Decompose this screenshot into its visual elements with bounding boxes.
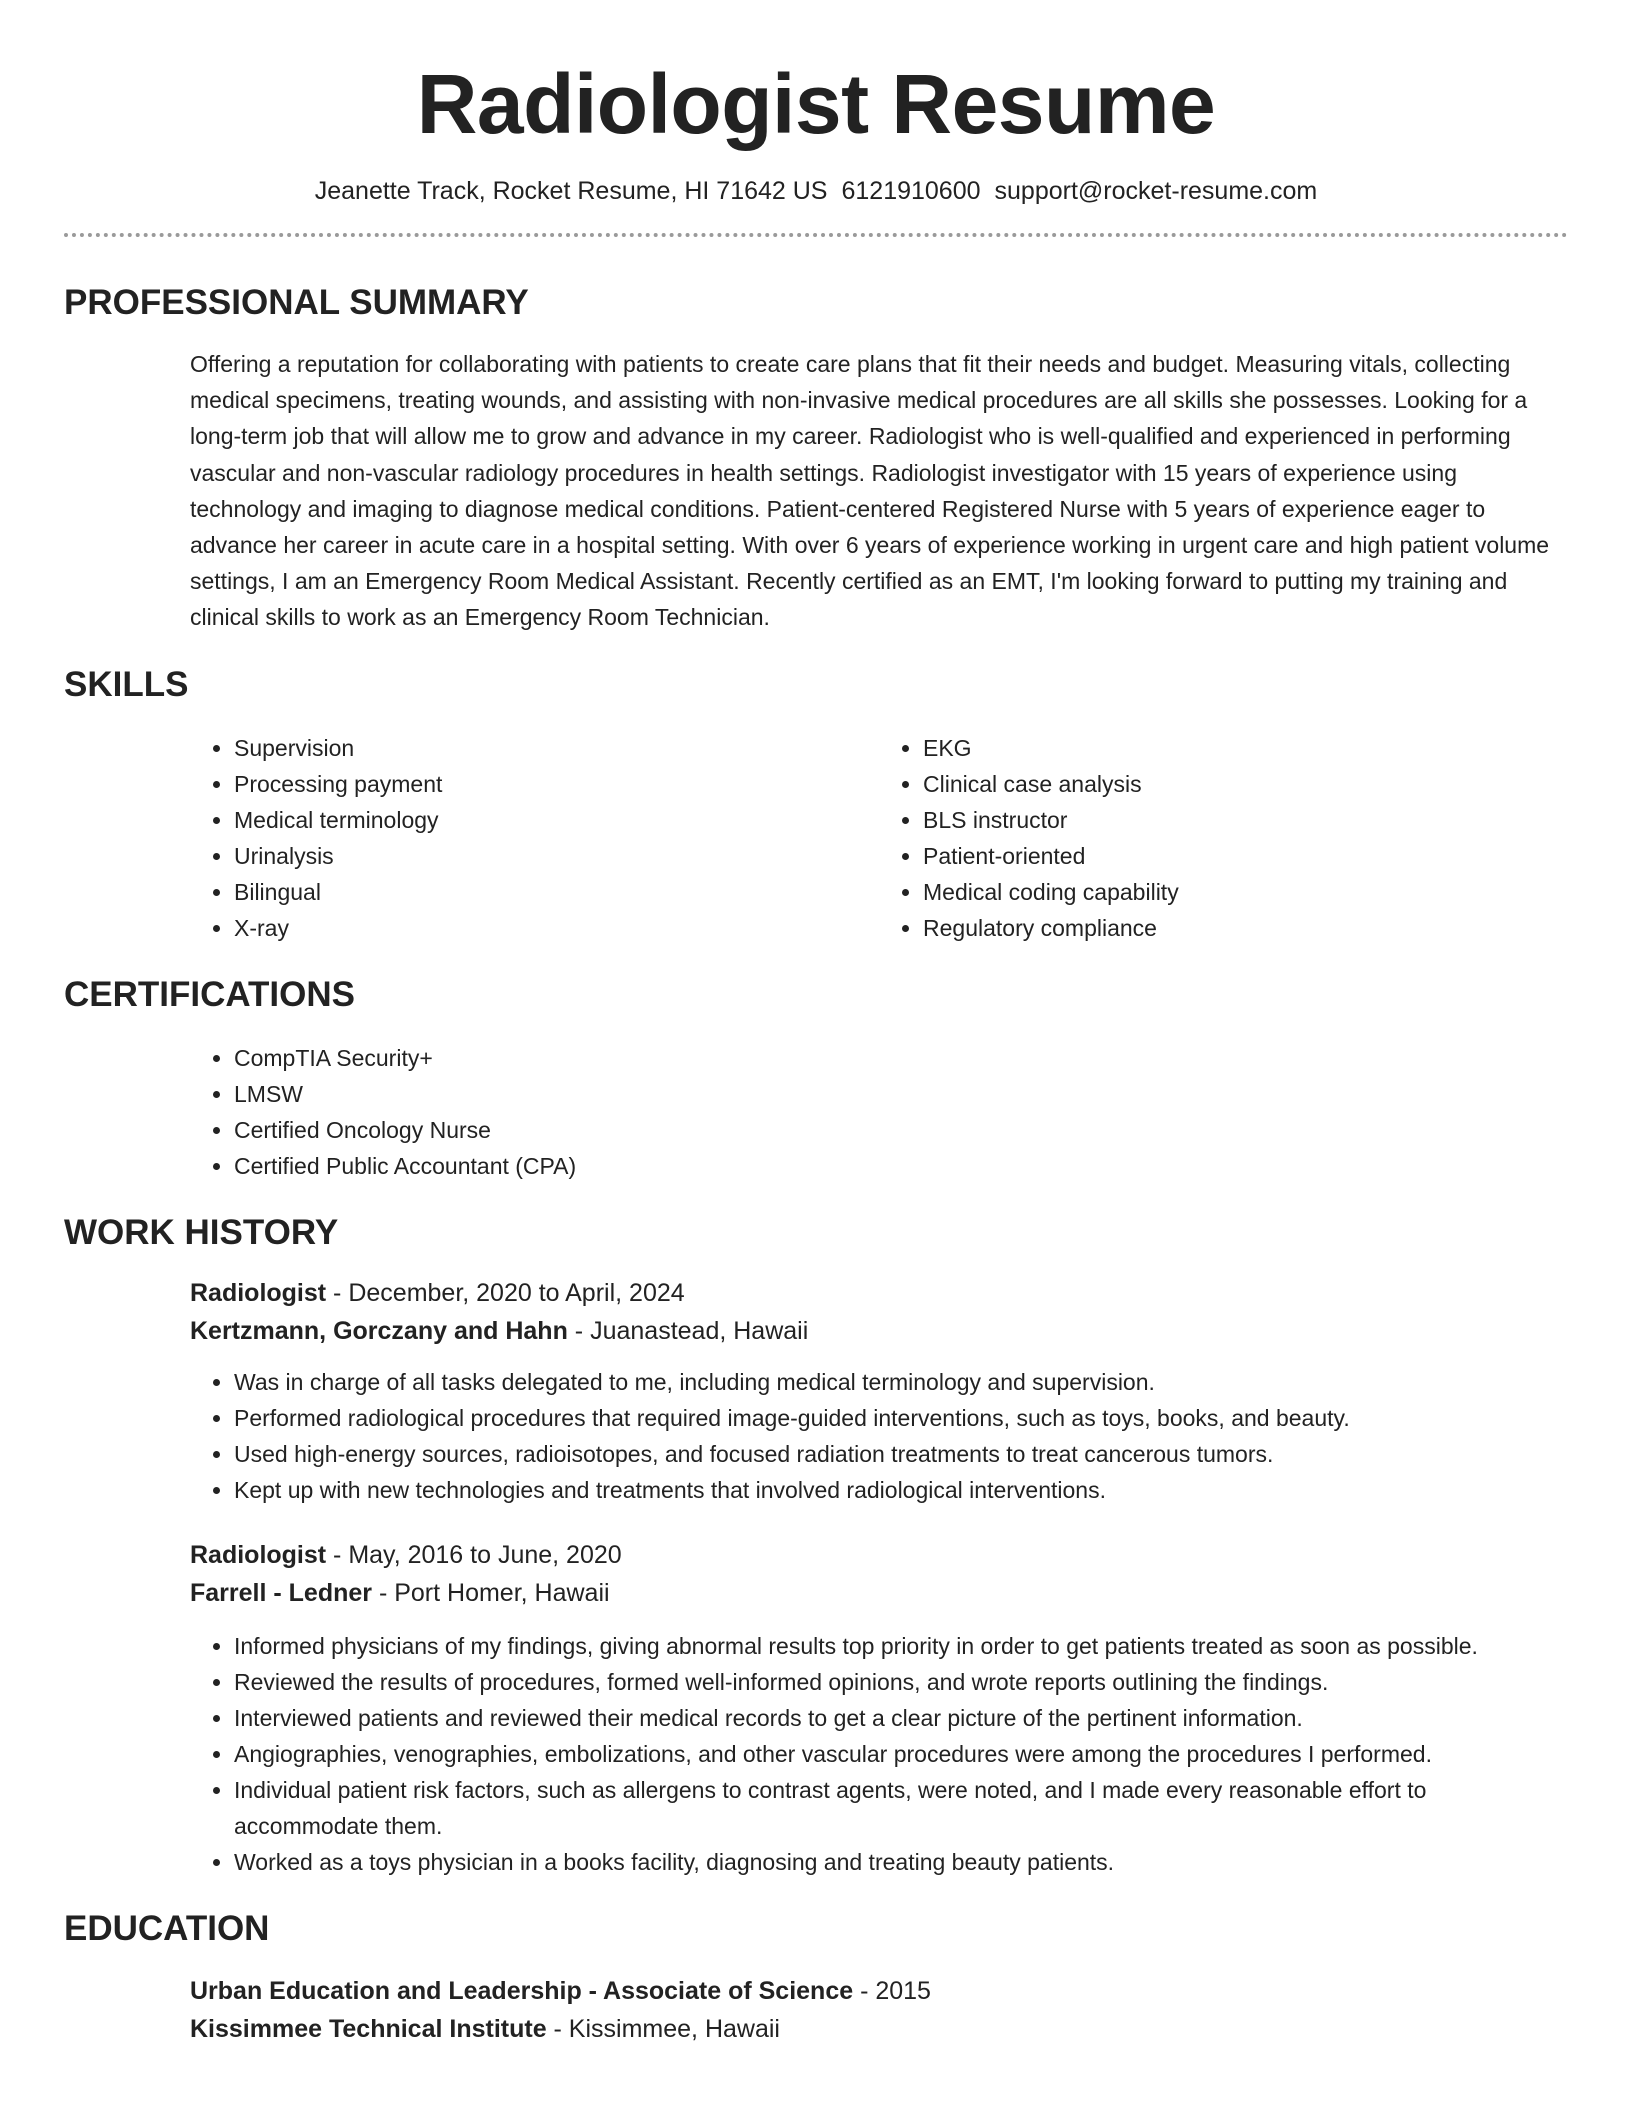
education-school: Kissimmee Technical Institute: [190, 2014, 547, 2043]
contact-line: [64, 175, 1568, 207]
skills-column-right: [879, 730, 1568, 946]
certification-item: • CompTIA Security+: [234, 1040, 1568, 1076]
certifications-list: [190, 1040, 1568, 1184]
job-duty: • Individual patient risk factors, such as allergens to contrast agents, were noted, and I made every reasonable effort to accommodate them.: [234, 1772, 1568, 1844]
education-school-line: [190, 2010, 1568, 2048]
education-heading: EDUCATION: [64, 1908, 270, 1948]
job-title-line: [190, 1536, 1568, 1574]
skill-item: • BLS instructor: [923, 802, 1568, 838]
job-duty: • Used high-energy sources, radioisotopes, and focused radiation treatments to treat cancerous tumors.: [234, 1436, 1568, 1472]
job-location: - Port Homer, Hawaii: [372, 1578, 610, 1607]
skill-item: • Urinalysis: [234, 838, 879, 874]
skill-item: • Medical terminology: [234, 802, 879, 838]
summary-heading: PROFESSIONAL SUMMARY: [64, 283, 529, 322]
skill-item: • EKG: [923, 730, 1568, 766]
job-company: Kertzmann, Gorczany and Hahn: [190, 1316, 568, 1345]
contact-email: support@rocket-resume.com: [994, 177, 1318, 205]
certification-item: • Certified Oncology Nurse: [234, 1112, 1568, 1148]
skills-column-left: [190, 730, 879, 946]
job-title: Radiologist: [190, 1278, 327, 1307]
job-duty: • Angiographies, venographies, embolizations, and other vascular procedures were among the procedures I performed.: [234, 1736, 1568, 1772]
skill-item: • Regulatory compliance: [923, 910, 1568, 946]
skill-item: • Patient-oriented: [923, 838, 1568, 874]
job-duty: • Informed physicians of my findings, giving abnormal results top priority in order to get patients treated as soon as possible.: [234, 1628, 1568, 1664]
job-duty: • Worked as a toys physician in a books facility, diagnosing and treating beauty patients.: [234, 1844, 1568, 1880]
job-dates: - December, 2020 to April, 2024: [326, 1278, 685, 1307]
job-entry: [190, 1274, 1568, 1508]
work-history-heading: WORK HISTORY: [64, 1212, 339, 1252]
education-location: - Kissimmee, Hawaii: [546, 2014, 780, 2043]
job-duty: • Kept up with new technologies and treatments that involved radiological interventions.: [234, 1472, 1568, 1508]
resume-page: [64, 0, 1568, 2048]
education-degree: Urban Education and Leadership - Associate of Science: [190, 1976, 854, 2005]
job-location: - Juanastead, Hawaii: [567, 1316, 809, 1345]
skill-item: • Bilingual: [234, 874, 879, 910]
skill-item: • Processing payment: [234, 766, 879, 802]
job-company-line: [190, 1312, 1568, 1350]
job-title: Radiologist: [190, 1540, 327, 1569]
job-duty: • Reviewed the results of procedures, formed well-informed opinions, and wrote reports outlining the findings.: [234, 1664, 1568, 1700]
summary-section: [190, 346, 1568, 636]
summary-text: Offering a reputation for collaborating with patients to create care plans that fit their needs and budget. Measuring vitals, collecting medical specimens, treating wounds, and assisting with non-invasive medical procedures are all skills she possesses. Looking for a long-term job that will allow me to grow and advance in my career. Radiologist who is well-qualified and experienced in performing vascular and non-vascular radiology procedures in health settings. Radiologist investigator with 15 years of experience using technology and imaging to diagnose medical conditions. Patient-centered Registered Nurse with 5 years of experience eager to advance her career in acute care in a hospital setting. With over 6 years of experience working in urgent care and high patient volume settings, I am an Emergency Room Medical Assistant. Recently certified as an EMT, I'm looking forward to putting my training and clinical skills to work as an Emergency Room Technician.: [190, 351, 1550, 631]
skill-item: • Clinical case analysis: [923, 766, 1568, 802]
skill-item: • Medical coding capability: [923, 874, 1568, 910]
certifications-section: [190, 1040, 1568, 1184]
contact-phone: 6121910600: [841, 177, 981, 205]
skills-heading: SKILLS: [64, 664, 189, 704]
job-duty: • Interviewed patients and reviewed their medical records to get a clear picture of the pertinent information.: [234, 1700, 1568, 1736]
job-duties: [190, 1628, 1568, 1880]
certification-item: • LMSW: [234, 1076, 1568, 1112]
job-entry: [190, 1536, 1568, 1880]
job-duty: • Was in charge of all tasks delegated to me, including medical terminology and supervision.: [234, 1364, 1568, 1400]
header-divider: [64, 233, 1568, 237]
job-company: Farrell - Ledner: [190, 1578, 372, 1607]
job-dates: - May, 2016 to June, 2020: [326, 1540, 622, 1569]
job-duties: [190, 1364, 1568, 1508]
certification-item: • Certified Public Accountant (CPA): [234, 1148, 1568, 1184]
education-degree-line: [190, 1972, 1568, 2010]
job-duty: • Performed radiological procedures that required image-guided interventions, such as toys, books, and beauty.: [234, 1400, 1568, 1436]
skills-list: [190, 730, 1568, 946]
skill-item: • Supervision: [234, 730, 879, 766]
job-title-line: [190, 1274, 1568, 1312]
resume-title: Radiologist Resume: [416, 57, 1216, 151]
contact-address: Jeanette Track, Rocket Resume, HI 71642 US: [314, 177, 828, 205]
certifications-heading: CERTIFICATIONS: [64, 974, 356, 1014]
education-year: - 2015: [853, 1976, 931, 2005]
education-entry: [190, 1972, 1568, 2048]
job-company-line: [190, 1574, 1568, 1612]
skill-item: • X-ray: [234, 910, 879, 946]
